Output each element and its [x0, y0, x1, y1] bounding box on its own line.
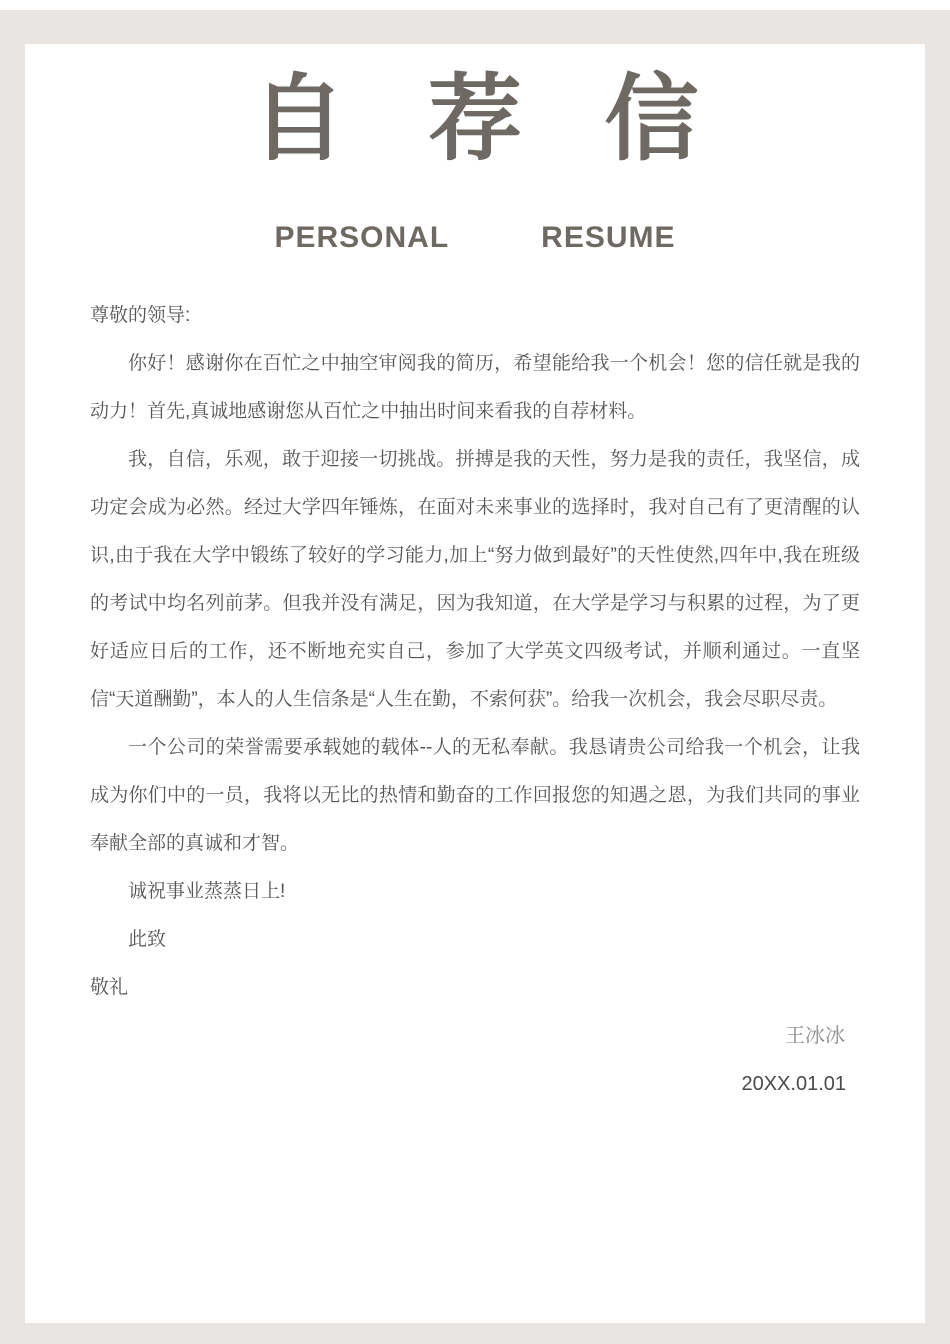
signature-name: 王冰冰: [785, 1025, 845, 1047]
signature-date: 20XX.01.01: [741, 1073, 846, 1095]
letter-page: [25, 44, 925, 1323]
closing-wish: 诚祝事业蒸蒸日上!: [128, 881, 286, 902]
paragraph-self-description: 我，自信，乐观，敢于迎接一切挑战。拼搏是我的天性，努力是我的责任，我坚信，成功定会成为必然。经过大学四年锤炼，在面对未来事业的选择时，我对自己有了更清醒的认识,由于我在大学中锻练了较好的学习能力,加上“努力做到最好”的天性使然,四年中,我在班级的考试中均名列前茅。但我并没有满足，因为我知道，在大学是学习与积累的过程，为了更好适应日后的工作，还不断地充实自己，参加了大学英文四级考试，并顺利通过。一直坚信“天道酬勤”，本人的人生信条是“人生在勤，不索何获”。给我一次机会，我会尽职尽责。: [90, 449, 860, 710]
page-title: 自 荐 信: [251, 66, 727, 171]
page-subtitle: [90, 223, 860, 253]
letter-body: [90, 292, 860, 1108]
subtitle-word-resume: RESUME: [541, 221, 676, 254]
paragraph-appeal: 一个公司的荣誉需要承载她的载体--人的无私奉献。我恳请贵公司给我一个机会，让我成为你们中的一员，我将以无比的热情和勤奋的工作回报您的知遇之恩，为我们共同的事业奉献全部的真诚和才智。: [90, 737, 860, 854]
closing-jingli: 敬礼: [90, 977, 129, 998]
paragraph-intro: 你好！感谢你在百忙之中抽空审阅我的简历，希望能给我一个机会！您的信任就是我的动力！首先,真诚地感谢您从百忙之中抽出时间来看我的自荐材料。: [90, 353, 860, 422]
salutation: 尊敬的领导:: [90, 305, 191, 326]
closing-cizhi: 此致: [128, 929, 167, 950]
subtitle-word-personal: PERSONAL: [274, 221, 450, 254]
